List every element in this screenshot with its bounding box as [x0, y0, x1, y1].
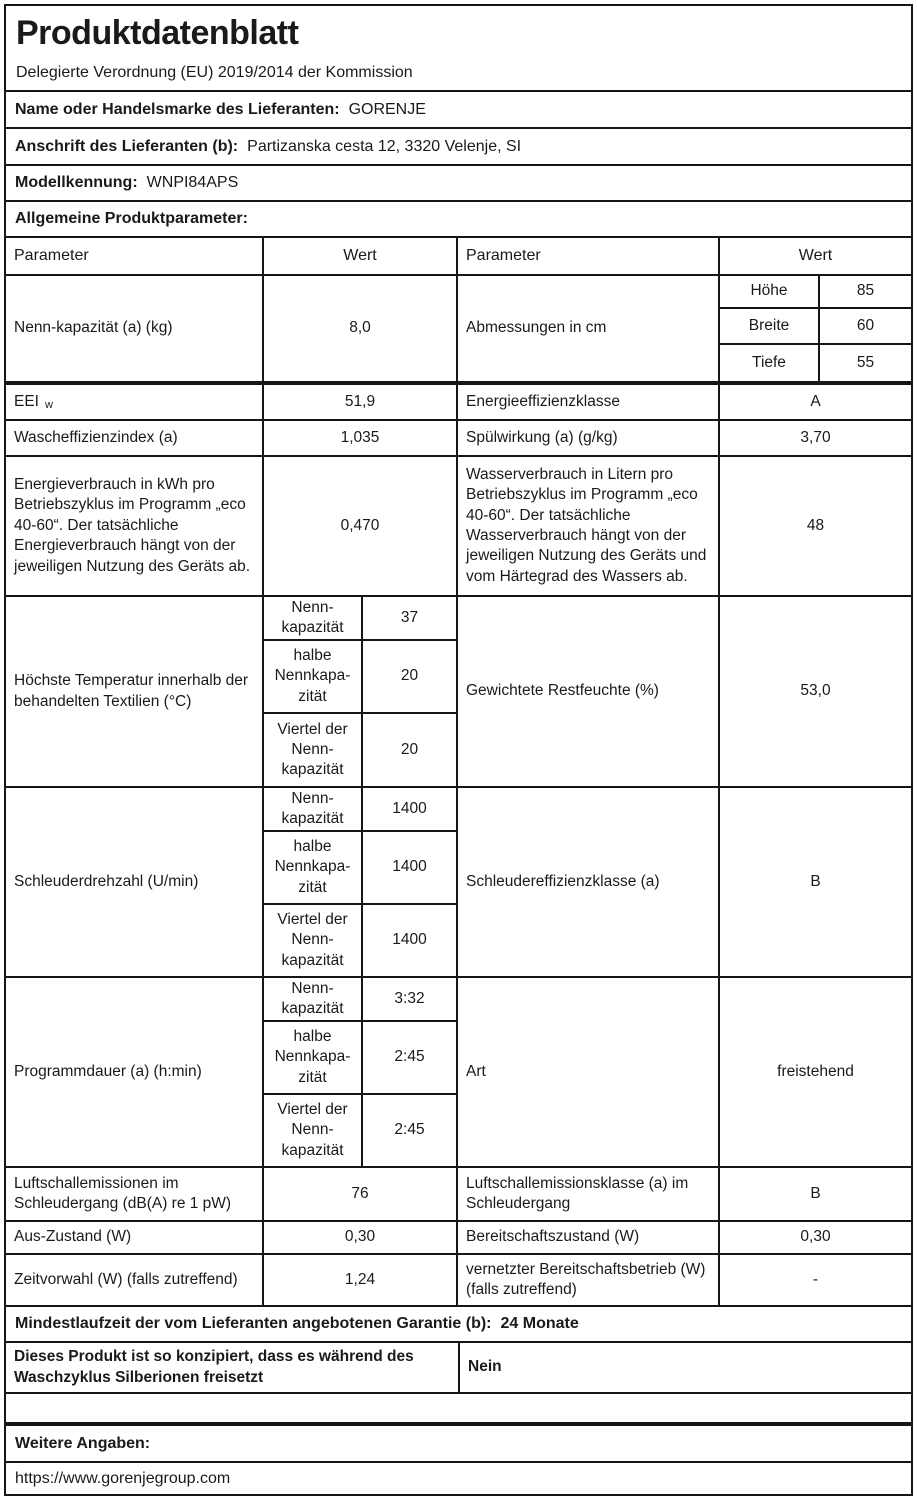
supplier-label: Name oder Handelsmarke des Lieferanten:	[15, 100, 340, 118]
eei-row	[6, 385, 911, 421]
off-mode-row	[6, 1222, 911, 1255]
standby-label: Bereitschaftszustand (W)	[458, 1222, 720, 1253]
title-block	[6, 6, 911, 92]
address-label: Anschrift des Lieferanten (b):	[15, 137, 239, 155]
temperature-quarter-row	[264, 714, 456, 786]
dimensions-label: Abmessungen in cm	[458, 276, 720, 381]
temperature-half-row	[264, 641, 456, 714]
spin-half-label: halbe Nennkapa-zität	[264, 832, 363, 903]
duration-subtable	[264, 978, 458, 1166]
temperature-quarter-value: 20	[400, 740, 419, 758]
address-row	[6, 129, 911, 166]
temperature-half-label: halbe Nennkapa-zität	[264, 641, 363, 712]
energy-class-label: Energieeffizienzklasse	[458, 385, 720, 419]
noise-row	[6, 1168, 911, 1222]
off-mode-label: Aus-Zustand (W)	[6, 1222, 264, 1253]
noise-class-label: Luftschallemissionsklasse (a) im Schleudergang	[458, 1168, 720, 1220]
more-info-label: Weitere Angaben:	[15, 1434, 151, 1452]
rinse-value: 3,70	[800, 428, 831, 446]
spin-rated-row	[264, 788, 456, 832]
duration-quarter-label: Viertel der Nenn-kapazität	[264, 1095, 363, 1166]
moisture-label: Gewichtete Restfeuchte (%)	[458, 597, 720, 786]
temperature-rated-value: 37	[400, 608, 419, 626]
spin-quarter-row	[264, 905, 456, 976]
dimension-tiefe-value: 55	[856, 353, 875, 371]
header-parameter-left: Parameter	[6, 238, 264, 274]
duration-rated-row	[264, 978, 456, 1022]
address-value: Partizanska cesta 12, 3320 Velenje, SI	[247, 137, 522, 155]
wash-index-label: Wascheffizienzindex (a)	[6, 421, 264, 455]
silver-ions-value: Nein	[468, 1358, 502, 1376]
water-consumption-value: 48	[806, 516, 825, 534]
type-value: freistehend	[777, 1062, 854, 1080]
eei-value: 51,9	[264, 385, 458, 419]
model-value: WNPI84APS	[146, 174, 239, 191]
capacity-value: 8,0	[264, 276, 458, 381]
capacity-dimensions-row	[6, 276, 911, 385]
warranty-row	[6, 1307, 911, 1343]
networked-standby-value: -	[812, 1270, 819, 1288]
energy-class-value: A	[810, 392, 821, 410]
spin-half-value: 1400	[392, 858, 427, 876]
more-info-row	[6, 1426, 911, 1463]
dimension-breite-value: 60	[856, 316, 875, 334]
spacer-row	[6, 1394, 911, 1426]
energy-consumption-value: 0,470	[264, 457, 458, 595]
temperature-row	[6, 597, 911, 788]
wash-index-value: 1,035	[264, 421, 458, 455]
duration-half-value: 2:45	[394, 1048, 425, 1066]
dimension-breite-label: Breite	[720, 309, 820, 343]
duration-quarter-row	[264, 1095, 456, 1166]
dimensions-subtable	[720, 276, 911, 381]
silver-ions-row	[6, 1343, 911, 1394]
noise-label: Luftschallemissionen im Schleudergang (dB(A) re 1 pW)	[6, 1168, 264, 1220]
spin-rated-label: Nenn-kapazität	[264, 788, 363, 830]
temperature-rated-row	[264, 597, 456, 641]
spin-rated-value: 1400	[392, 799, 427, 817]
dimension-tiefe-label: Tiefe	[720, 345, 820, 381]
delay-start-value: 1,24	[264, 1255, 458, 1305]
dimension-row-breite	[720, 309, 911, 345]
temperature-rated-label: Nenn-kapazität	[264, 597, 363, 639]
delay-start-label: Zeitvorwahl (W) (falls zutreffend)	[6, 1255, 264, 1305]
energy-consumption-label: Energieverbrauch in kWh pro Betriebszyklus im Programm „eco 40-60“. Der tatsächliche Energieverbrauch hängt von der jeweiligen Nutzung des Geräts ab.	[6, 457, 264, 595]
model-row	[6, 166, 911, 202]
supplier-value: GORENJE	[348, 100, 426, 118]
noise-value: 76	[264, 1168, 458, 1220]
off-mode-value: 0,30	[264, 1222, 458, 1253]
standby-value: 0,30	[800, 1228, 831, 1246]
general-parameters-row	[6, 202, 911, 238]
duration-row	[6, 978, 911, 1168]
capacity-label: Nenn-kapazität (a) (kg)	[6, 276, 264, 381]
header-wert-left: Wert	[264, 238, 458, 274]
temperature-subtable	[264, 597, 458, 786]
dimension-row-hoehe	[720, 276, 911, 309]
warranty-label: Mindestlaufzeit der vom Lieferanten angebotenen Garantie (b):	[15, 1315, 492, 1332]
type-label: Art	[458, 978, 720, 1166]
networked-standby-label: vernetzter Bereitschaftsbetrieb (W) (falls zutreffend)	[458, 1255, 720, 1305]
spin-half-row	[264, 832, 456, 905]
header-wert-right: Wert	[798, 247, 833, 265]
dimension-hoehe-value: 85	[856, 282, 875, 300]
water-consumption-label: Wasserverbrauch in Litern pro Betriebszyklus im Programm „eco 40-60“. Der tatsächliche Wasserverbrauch hängt von der jeweiligen Nutzung des Geräts und vom Härtegrad des Wassers ab.	[458, 457, 720, 595]
duration-half-row	[264, 1022, 456, 1095]
model-label: Modellkennung:	[15, 174, 138, 191]
wash-index-row	[6, 421, 911, 457]
delay-start-row	[6, 1255, 911, 1307]
spin-speed-subtable	[264, 788, 458, 976]
temperature-half-value: 20	[400, 667, 419, 685]
warranty-value: 24 Monate	[500, 1315, 579, 1332]
spin-quarter-label: Viertel der Nenn-kapazität	[264, 905, 363, 976]
temperature-quarter-label: Viertel der Nenn-kapazität	[264, 714, 363, 786]
silver-ions-label: Dieses Produkt ist so konzipiert, dass es während des Waschzyklus Silberionen freisetzt	[6, 1343, 460, 1392]
spin-quarter-value: 1400	[392, 931, 427, 949]
noise-class-value: B	[810, 1184, 821, 1202]
page-title: Produktdatenblatt	[16, 14, 299, 52]
spin-speed-label: Schleuderdrehzahl (U/min)	[6, 788, 264, 976]
dimension-hoehe-label: Höhe	[720, 276, 820, 307]
page-subtitle: Delegierte Verordnung (EU) 2019/2014 der Kommission	[16, 64, 413, 81]
website-url: https://www.gorenjegroup.com	[15, 1469, 231, 1487]
duration-rated-label: Nenn-kapazität	[264, 978, 363, 1020]
duration-rated-value: 3:32	[394, 989, 425, 1007]
spin-speed-row	[6, 788, 911, 978]
spin-class-value: B	[810, 872, 821, 890]
supplier-row	[6, 92, 911, 129]
moisture-value: 53,0	[800, 682, 831, 700]
rinse-label: Spülwirkung (a) (g/kg)	[458, 421, 720, 455]
table-header-row	[6, 238, 911, 276]
temperature-label: Höchste Temperatur innerhalb der behandelten Textilien (°C)	[6, 597, 264, 786]
eei-label: EEI w	[6, 385, 264, 419]
header-parameter-right: Parameter	[458, 238, 720, 274]
duration-quarter-value: 2:45	[394, 1121, 425, 1139]
consumption-row	[6, 457, 911, 597]
dimension-row-tiefe	[720, 345, 911, 381]
duration-half-label: halbe Nennkapa-zität	[264, 1022, 363, 1093]
website-row	[6, 1463, 911, 1494]
duration-label: Programmdauer (a) (h:min)	[6, 978, 264, 1166]
general-parameters-label: Allgemeine Produktparameter:	[15, 210, 248, 227]
spin-class-label: Schleudereffizienzklasse (a)	[458, 788, 720, 976]
product-datasheet	[4, 4, 913, 1496]
